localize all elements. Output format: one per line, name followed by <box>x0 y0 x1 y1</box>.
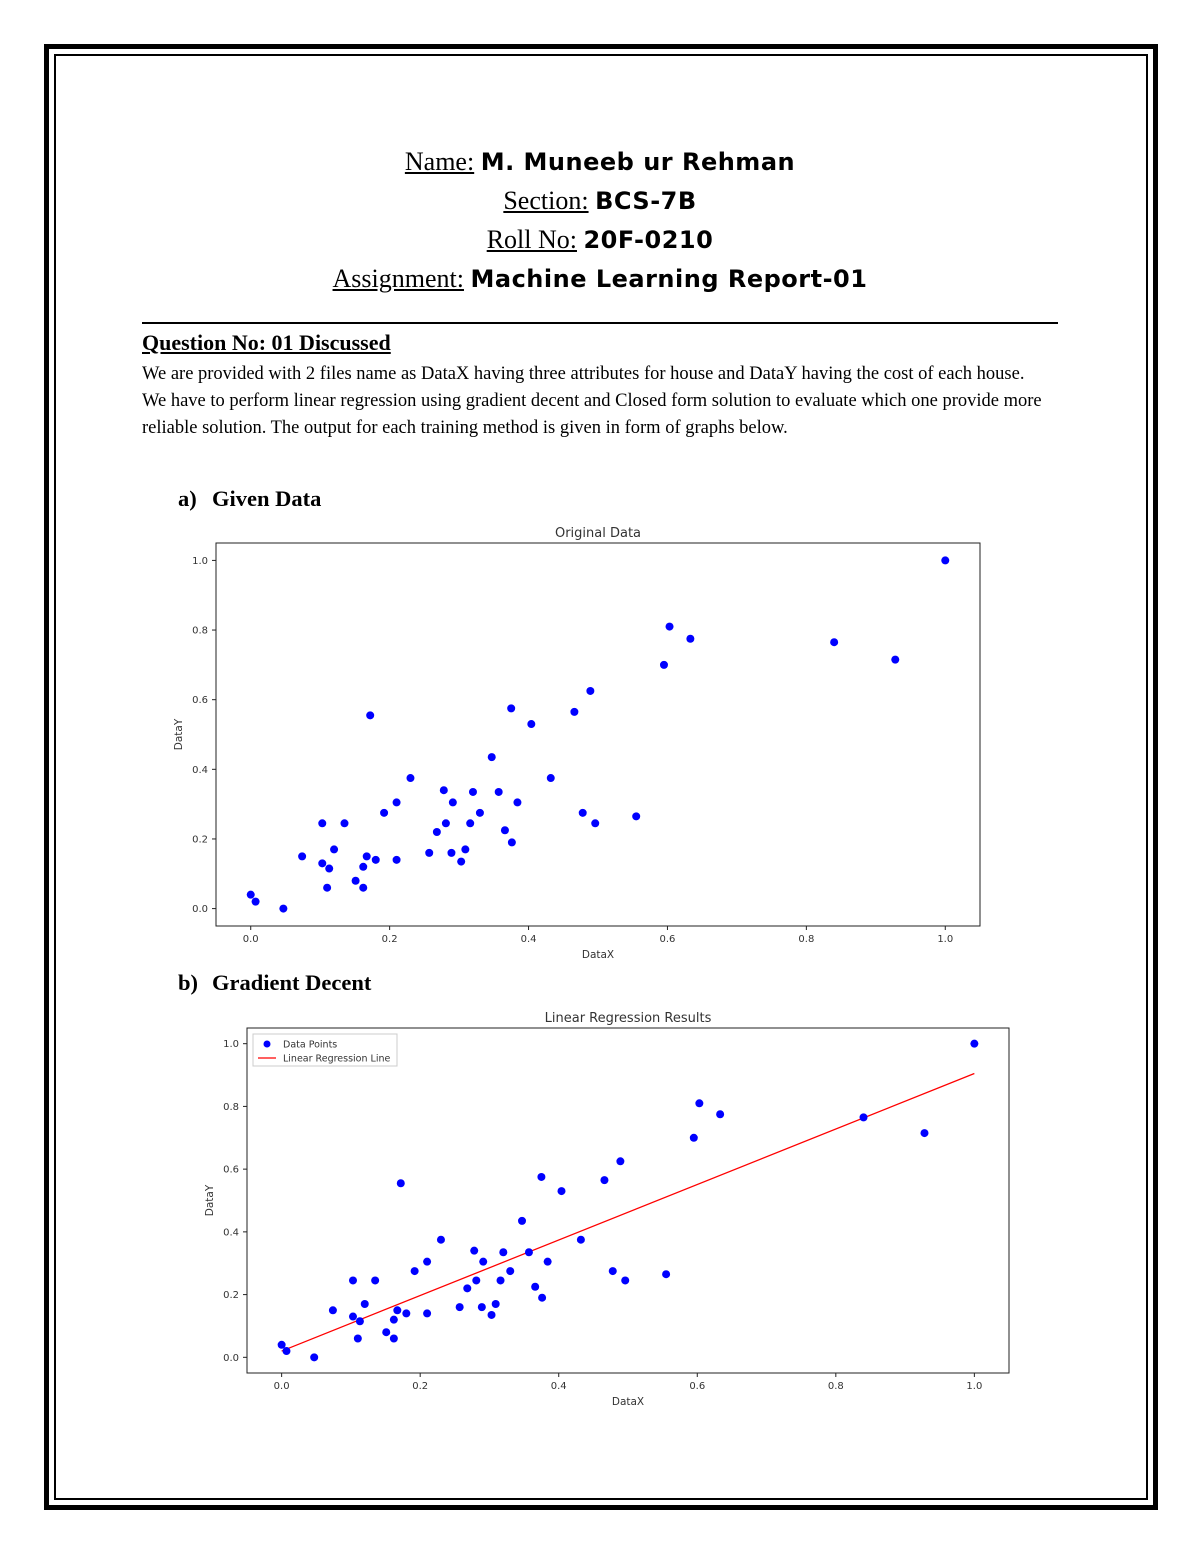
data-point <box>666 623 674 631</box>
data-point <box>282 1347 290 1355</box>
y-tick-label: 0.8 <box>192 625 208 637</box>
data-point <box>397 1179 405 1187</box>
y-tick-label: 0.0 <box>223 1352 239 1364</box>
data-point <box>716 1110 724 1118</box>
x-tick-label: 0.6 <box>689 1381 706 1392</box>
data-point <box>470 1247 478 1255</box>
y-tick-label: 0.4 <box>192 764 208 776</box>
data-point <box>382 1328 390 1336</box>
data-point <box>506 1267 514 1275</box>
x-tick-label: 0.4 <box>520 934 537 945</box>
data-point <box>499 1248 507 1256</box>
data-point <box>557 1187 565 1195</box>
data-point <box>591 819 599 827</box>
data-point <box>488 753 496 761</box>
y-tick-label: 0.6 <box>223 1164 239 1176</box>
data-point <box>479 1258 487 1266</box>
chart-title: Original Data <box>554 526 642 541</box>
data-point <box>310 1353 318 1361</box>
data-point <box>469 788 477 796</box>
x-tick-label: 1.0 <box>937 934 954 945</box>
x-tick-label: 0.8 <box>798 934 815 945</box>
data-point <box>354 1335 362 1343</box>
data-point <box>457 858 465 866</box>
x-tick-label: 0.0 <box>273 1381 290 1392</box>
x-tick-label: 0.4 <box>550 1381 567 1392</box>
data-point <box>352 877 360 885</box>
data-point <box>278 1341 286 1349</box>
data-point <box>329 1306 337 1314</box>
data-point <box>363 852 371 860</box>
data-point <box>437 1236 445 1244</box>
data-point <box>406 774 414 782</box>
data-point <box>466 819 474 827</box>
assignment-line <box>0 259 1200 298</box>
data-point <box>380 809 388 817</box>
data-point <box>609 1267 617 1275</box>
data-point <box>340 819 348 827</box>
section-line <box>0 181 1200 220</box>
data-point <box>447 849 455 857</box>
linear-regression-scatter <box>205 1005 1025 1407</box>
data-point <box>525 1248 533 1256</box>
data-point <box>366 711 374 719</box>
data-point <box>513 798 521 806</box>
y-tick-label: 0.4 <box>223 1227 239 1239</box>
section-a-heading <box>178 486 321 512</box>
y-tick-label: 0.8 <box>223 1101 239 1113</box>
data-point <box>252 898 260 906</box>
data-point <box>860 1113 868 1121</box>
section-a-title: Given Data <box>212 486 322 511</box>
data-point <box>393 856 401 864</box>
report-header <box>0 142 1200 298</box>
x-tick-label: 0.0 <box>242 934 259 945</box>
legend-label: Data Points <box>283 1039 338 1051</box>
data-point <box>476 809 484 817</box>
data-point <box>570 708 578 716</box>
data-point <box>349 1276 357 1284</box>
data-point <box>492 1300 500 1308</box>
data-point <box>600 1176 608 1184</box>
name-line <box>0 142 1200 181</box>
data-point <box>507 704 515 712</box>
data-point <box>279 905 287 913</box>
legend-marker-points <box>264 1041 271 1048</box>
data-point <box>402 1309 410 1317</box>
data-point <box>318 859 326 867</box>
horizontal-rule <box>142 322 1058 324</box>
data-point <box>478 1303 486 1311</box>
data-point <box>538 1294 546 1302</box>
data-point <box>461 845 469 853</box>
data-point <box>579 809 587 817</box>
data-point <box>247 891 255 899</box>
data-point <box>501 826 509 834</box>
data-point <box>298 852 306 860</box>
data-point <box>518 1217 526 1225</box>
section-value: BCS-7B <box>595 187 697 215</box>
data-point <box>920 1129 928 1137</box>
question-title: Question No: 01 Discussed <box>142 330 391 355</box>
data-point <box>531 1283 539 1291</box>
data-point <box>323 884 331 892</box>
x-tick-label: 0.6 <box>659 934 676 945</box>
y-axis-label: DataY <box>205 1184 216 1217</box>
data-point <box>372 856 380 864</box>
data-point <box>621 1276 629 1284</box>
y-tick-label: 0.6 <box>192 695 208 707</box>
original-data-scatter <box>168 520 988 965</box>
data-point <box>318 819 326 827</box>
data-point <box>356 1317 364 1325</box>
x-axis-label: DataX <box>581 949 615 961</box>
data-point <box>662 1270 670 1278</box>
data-point <box>547 774 555 782</box>
data-point <box>891 656 899 664</box>
data-point <box>411 1267 419 1275</box>
y-tick-label: 0.2 <box>223 1290 239 1302</box>
section-b-letter: b) <box>178 970 199 995</box>
y-tick-label: 0.2 <box>192 834 208 846</box>
data-point <box>423 1258 431 1266</box>
data-point <box>830 638 838 646</box>
data-point <box>488 1311 496 1319</box>
name-label: Name: <box>404 147 475 176</box>
data-point <box>325 865 333 873</box>
section-b-heading <box>178 970 371 996</box>
section-b-title: Gradient Decent <box>212 970 372 995</box>
section-a-letter: a) <box>178 486 197 511</box>
data-point <box>586 687 594 695</box>
assignment-value: Machine Learning Report-01 <box>470 265 868 293</box>
regression-line <box>282 1073 975 1351</box>
data-point <box>456 1303 464 1311</box>
data-point <box>472 1276 480 1284</box>
data-point <box>359 863 367 871</box>
data-point <box>695 1099 703 1107</box>
data-point <box>390 1316 398 1324</box>
section-label: Section: <box>503 186 589 215</box>
roll-label: Roll No: <box>486 225 577 254</box>
data-point <box>349 1313 357 1321</box>
x-tick-label: 1.0 <box>966 1381 983 1392</box>
data-point <box>433 828 441 836</box>
data-point <box>537 1173 545 1181</box>
data-point <box>527 720 535 728</box>
data-point <box>941 556 949 564</box>
data-point <box>544 1258 552 1266</box>
data-point <box>393 1306 401 1314</box>
data-point <box>330 845 338 853</box>
data-point <box>390 1335 398 1343</box>
chart-original-data <box>168 520 988 965</box>
data-point <box>632 812 640 820</box>
data-point <box>393 798 401 806</box>
data-point <box>442 819 450 827</box>
data-point <box>463 1284 471 1292</box>
roll-line <box>0 220 1200 259</box>
data-point <box>616 1157 624 1165</box>
name-value: M. Muneeb ur Rehman <box>480 148 796 176</box>
roll-value: 20F-0210 <box>583 226 714 254</box>
data-point <box>371 1276 379 1284</box>
chart-linear-regression <box>205 1005 1025 1407</box>
x-tick-label: 0.2 <box>412 1381 429 1392</box>
chart-title: Linear Regression Results <box>544 1011 712 1026</box>
data-point <box>497 1276 505 1284</box>
data-point <box>660 661 668 669</box>
x-tick-label: 0.8 <box>827 1381 844 1392</box>
data-point <box>423 1309 431 1317</box>
data-point <box>359 884 367 892</box>
data-point <box>690 1134 698 1142</box>
data-point <box>970 1040 978 1048</box>
data-point <box>495 788 503 796</box>
data-point <box>361 1300 369 1308</box>
x-tick-label: 0.2 <box>381 934 398 945</box>
question-paragraph: We are provided with 2 files name as DataX having three attributes for house and DataY having the cost of each house. We have to perform linear regression using gradient decent and Closed form solution to evaluate which one provide more reliable solution. The output for each training method is given in form of graphs below. <box>142 364 1042 438</box>
data-point <box>686 635 694 643</box>
data-point <box>449 798 457 806</box>
y-tick-label: 0.0 <box>192 904 208 916</box>
y-axis-label: DataY <box>173 718 185 751</box>
x-axis-label: DataX <box>611 1396 645 1407</box>
legend-label: Linear Regression Line <box>283 1053 391 1065</box>
data-point <box>577 1236 585 1244</box>
y-tick-label: 1.0 <box>192 555 208 567</box>
data-point <box>425 849 433 857</box>
y-tick-label: 1.0 <box>223 1039 239 1051</box>
assignment-label: Assignment: <box>332 264 464 293</box>
data-point <box>440 786 448 794</box>
data-point <box>508 838 516 846</box>
